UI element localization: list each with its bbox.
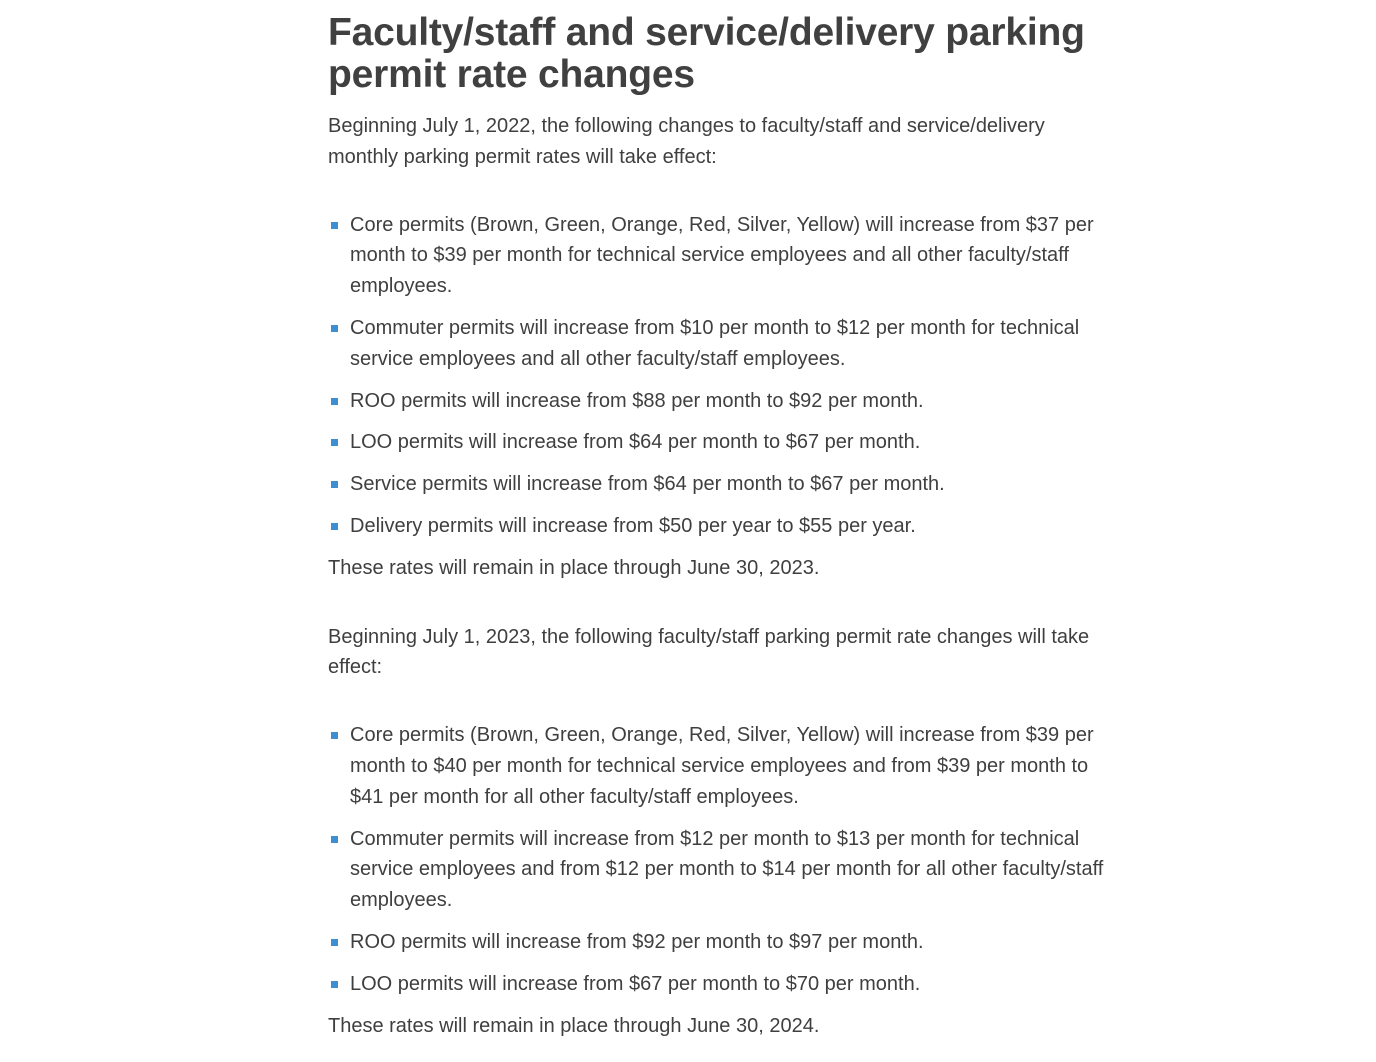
list-item-text: ROO permits will increase from $92 per month to $97 per month. [350,930,924,953]
closing-2022: These rates will remain in place through June 30, 2023. [328,556,820,579]
list-item [328,511,1118,542]
square-bullet-icon [331,523,338,530]
list-item-text: Commuter permits will increase from $10 per month to $12 per month for technical service employees and all other faculty/staff employees. [350,316,1080,370]
list-item-text: Core permits (Brown, Green, Orange, Red, Silver, Yellow) will increase from $39 per month to $40 per month for technical service employees and from $39 per month to $41 per month for all other faculty/staff employees. [350,724,1094,808]
rate-list-2023 [328,720,1118,999]
square-bullet-icon [331,981,338,988]
intro-2022: Beginning July 1, 2022, the following changes to faculty/staff and service/delivery monthly parking permit rates will take effect: [328,115,1045,168]
list-item [328,720,1118,812]
list-item [328,313,1118,375]
list-item [328,427,1118,458]
closing-2023: These rates will remain in place through June 30, 2024. [328,1014,820,1037]
square-bullet-icon [331,398,338,405]
list-item-text: LOO permits will increase from $67 per month to $70 per month. [350,972,921,995]
list-item-text: Delivery permits will increase from $50 per year to $55 per year. [350,514,916,537]
list-item-text: Core permits (Brown, Green, Orange, Red, Silver, Yellow) will increase from $37 per month to $39 per month for technical service employees and all other faculty/staff employees. [350,213,1094,298]
square-bullet-icon [331,325,338,332]
square-bullet-icon [331,439,338,446]
list-item-text: Service permits will increase from $64 per month to $67 per month. [350,473,945,496]
square-bullet-icon [331,481,338,488]
list-item [328,824,1118,916]
rate-list-2022 [328,210,1118,542]
list-item [328,386,1118,417]
square-bullet-icon [331,732,338,739]
page-title: Faculty/staff and service/delivery parking permit rate changes [328,11,1085,96]
list-item-text: LOO permits will increase from $64 per month to $67 per month. [350,431,921,454]
list-item-text: Commuter permits will increase from $12 per month to $13 per month for technical service employees and from $12 per month to $14 per month for all other faculty/staff employees. [350,827,1104,912]
list-item-text: ROO permits will increase from $88 per month to $92 per month. [350,389,924,412]
square-bullet-icon [331,222,338,229]
list-item [328,469,1118,500]
article [328,12,1118,1041]
square-bullet-icon [331,939,338,946]
list-item [328,969,1118,1000]
list-item [328,927,1118,958]
intro-2023: Beginning July 1, 2023, the following faculty/staff parking permit rate changes will take effect: [328,625,1090,679]
square-bullet-icon [331,836,338,843]
list-item [328,210,1118,302]
